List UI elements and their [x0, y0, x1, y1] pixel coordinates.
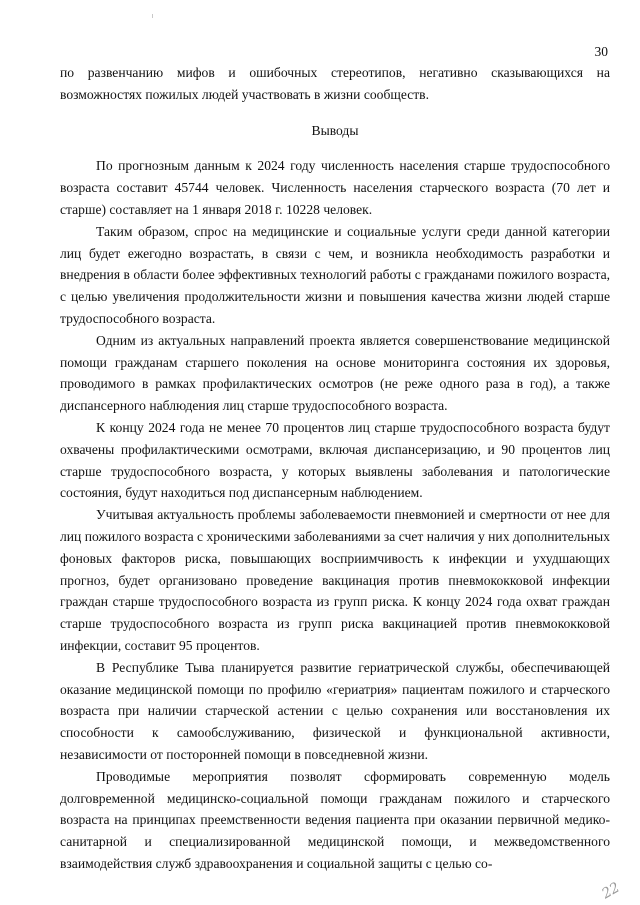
- paragraph-monitoring: Одним из актуальных направлений проекта является совершенствование медицинской помощи гражданам старшего поколения на основе мониторинга состояния их здоровья, проводимого в рамках профилактических осмотров (не реже одного раза в год), а также диспансерного наблюдения лиц старше трудоспособного возраста.: [60, 332, 610, 414]
- section-heading: Выводы: [311, 122, 359, 138]
- paragraph-geriatrics: В Республике Тыва планируется развитие гериатрической службы, обеспечивающей оказание медицинской помощи по профилю «гериатрия» пациентам пожилого и старческого возраста при наличии старческой астении с целью сохранения или восстановления их способности к самообслуживанию, физической и функциональной активности, независимости от посторонней помощи в повседневной жизни.: [60, 659, 610, 762]
- handwritten-corner-mark: 22: [599, 879, 623, 903]
- paragraph-care-model: Проводимые мероприятия позволят сформировать современную модель долговременной медицинско-социальной помощи гражданам пожилого и старческого возраста на принципах преемственности ведения пациента при оказании первичной медико-санитарной и специализированной медицинской помощи, и межведомственного взаимодействия служб здравоохранения и социальной защиты с целью со-: [60, 768, 610, 871]
- scan-artifact: [152, 14, 153, 18]
- intro-continuation-paragraph: по развенчанию мифов и ошибочных стереотипов, негативно сказывающихся на возможностях пожилых людей участвовать в жизни сообществ.: [60, 65, 610, 102]
- page-number: 30: [594, 44, 608, 59]
- document-body: [60, 62, 610, 875]
- paragraph-demand: Таким образом, спрос на медицинские и социальные услуги среди данной категории лиц будет ежегодно возрастать, в связи с чем, и возникла необходимость разработки и внедрения в области более эффективных технологий работы с гражданами пожилого возраста, с целью увеличения продолжительности жизни и повышения качества жизни людей старше трудоспособного возраста.: [60, 223, 610, 326]
- paragraph-coverage: К концу 2024 года не менее 70 процентов лиц старше трудоспособного возраста будут охвачены профилактическими осмотрами, включая диспансеризацию, и 90 процентов лиц старше трудоспособного возраста, у которых выявлены заболевания и патологические состояния, будут находиться под диспансерным наблюдением.: [60, 419, 610, 501]
- paragraph-vaccination: Учитывая актуальность проблемы заболеваемости пневмонией и смертности от нее для лиц пожилого возраста с хроническими заболеваниями за счет наличия у них дополнительных фоновых факторов риска, повышающих восприимчивость к инфекции и ухудшающих прогноз, будет организовано проведение вакцинация против пневмококковой инфекции граждан старше трудоспособного возраста из групп риска. К концу 2024 года охват граждан старше трудоспособного возраста из групп риска вакцинацией против пневмококковой инфекции, составит 95 процентов.: [60, 507, 610, 653]
- paragraph-forecast: По прогнозным данным к 2024 году численность населения старше трудоспособного возраста составит 45744 человек. Численность населения старческого возраста (70 лет и старше) составляет на 1 января 2018 г. 10228 человек.: [60, 158, 610, 217]
